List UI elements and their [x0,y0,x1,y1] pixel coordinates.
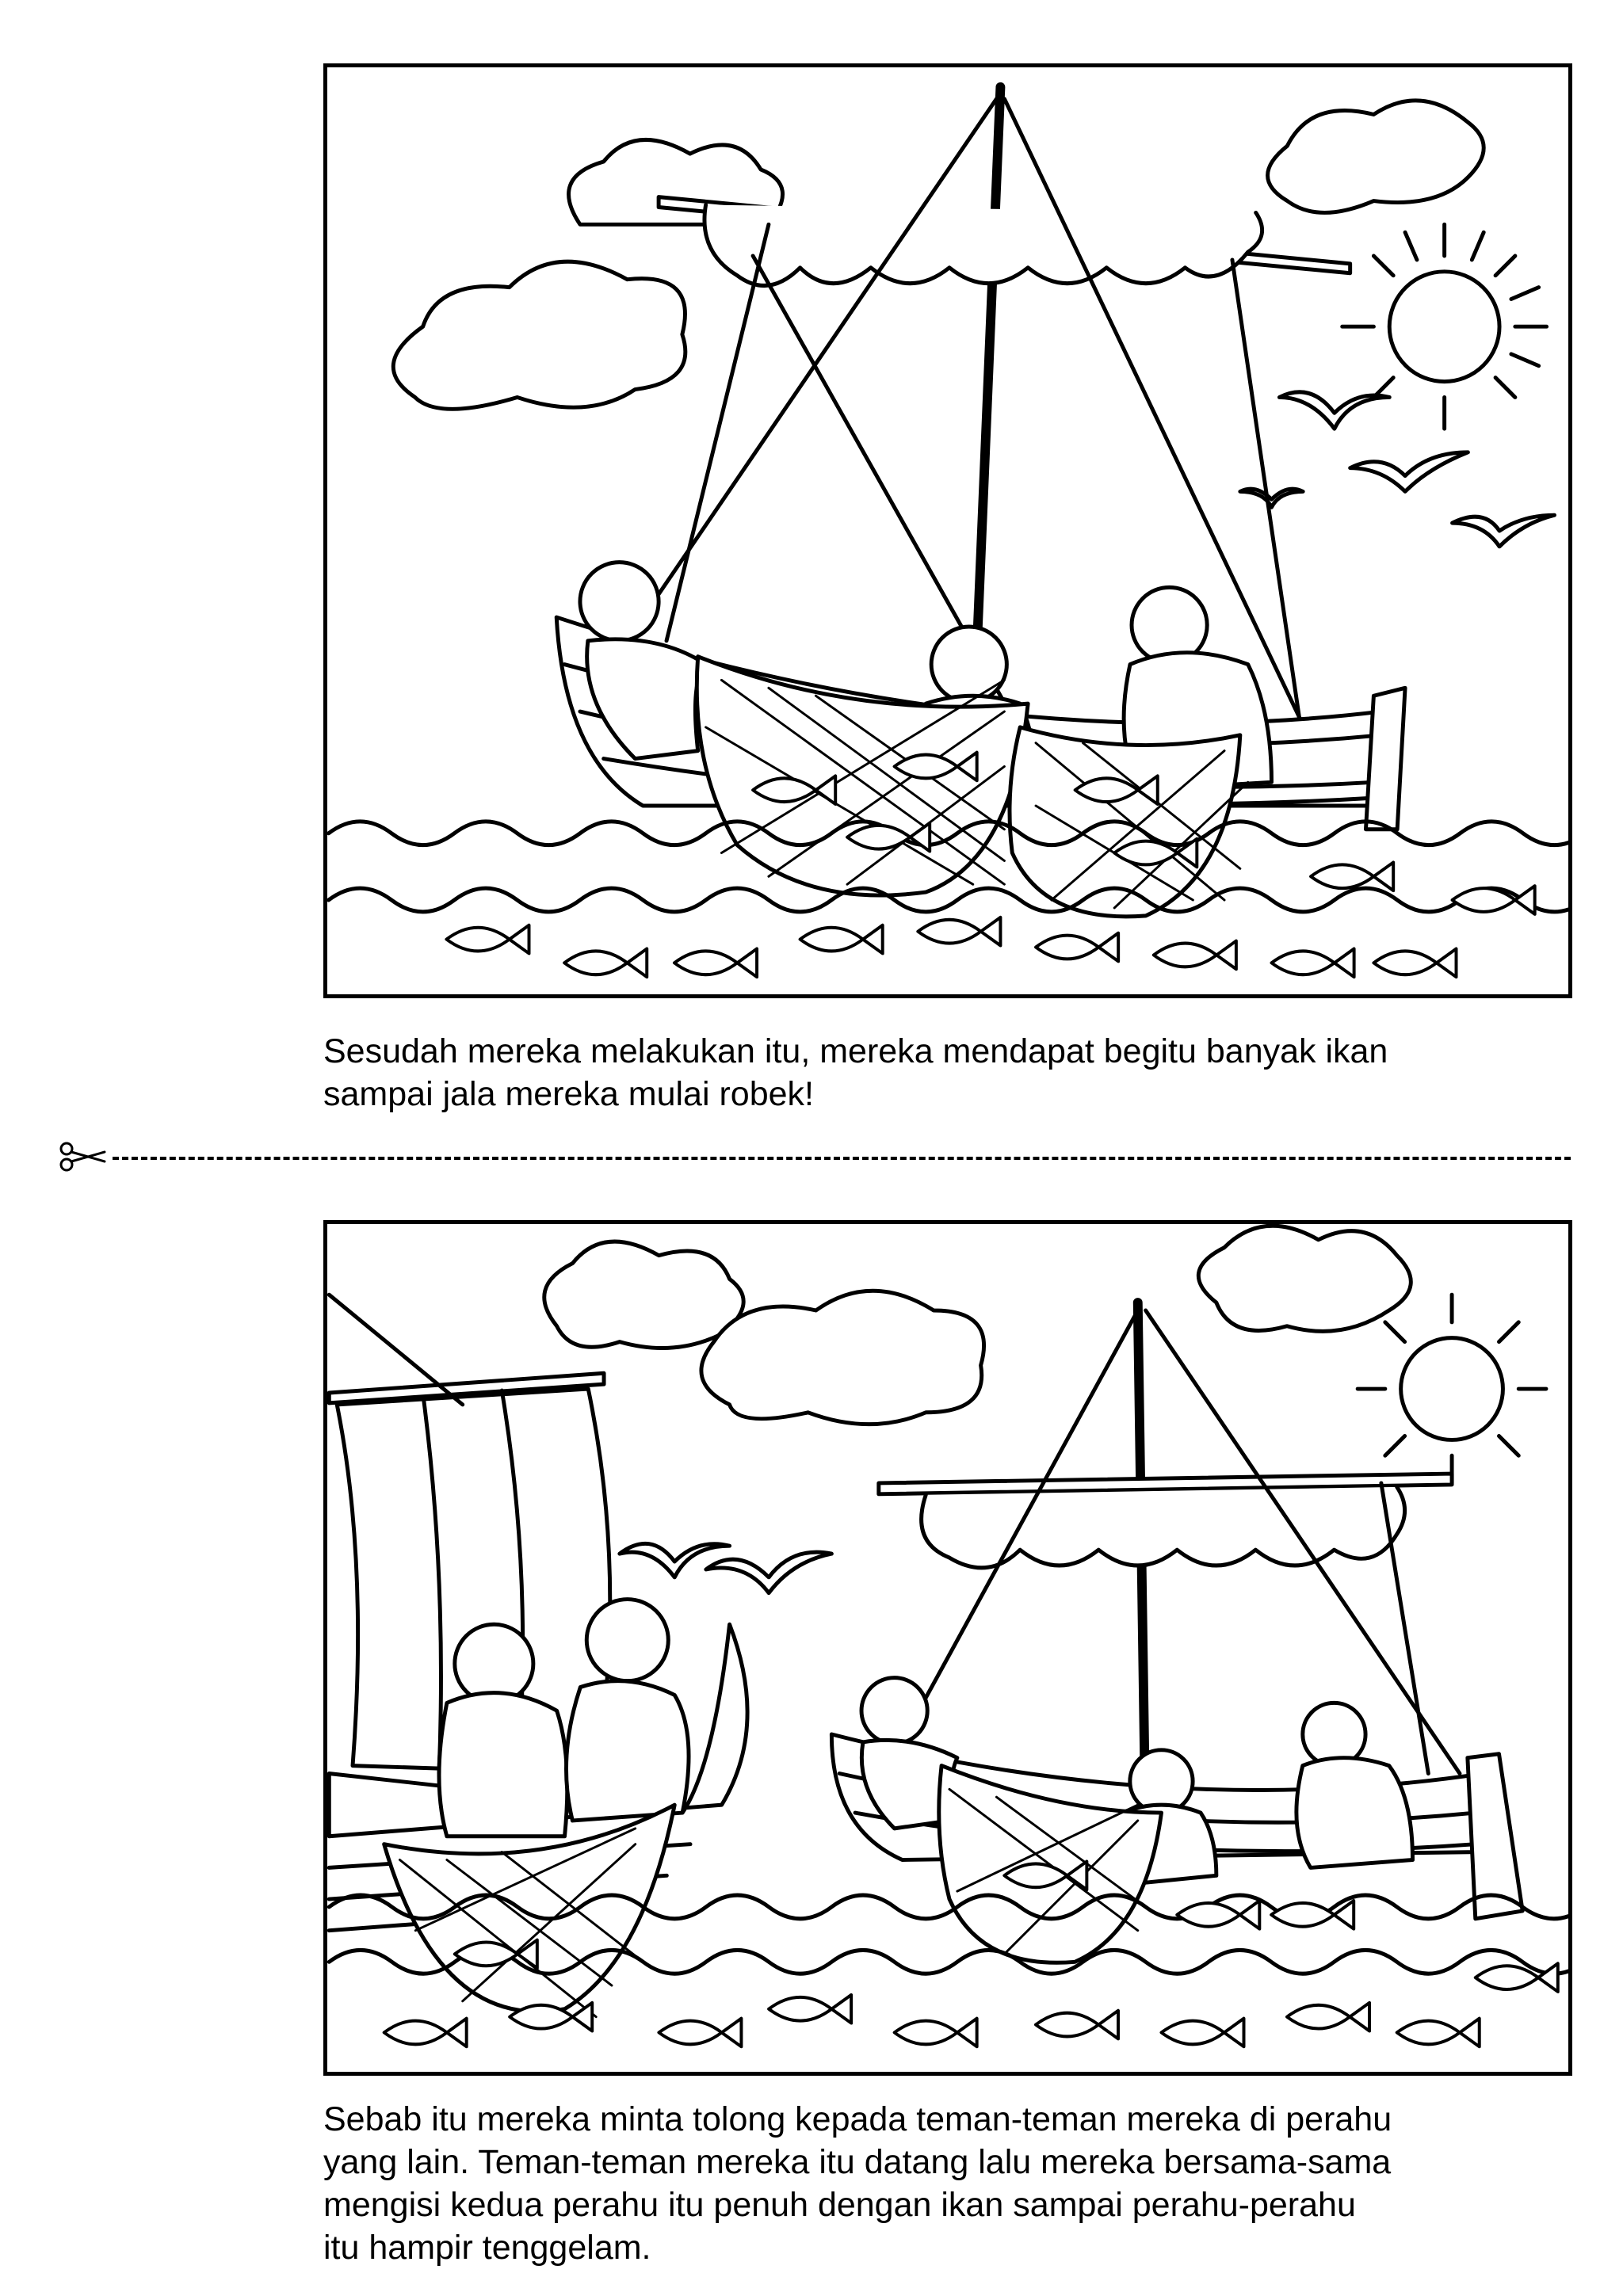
caption-top [323,1030,1591,1116]
cloud [1198,1226,1411,1331]
cut-line [57,1141,1571,1173]
sun-icon [1358,1295,1546,1483]
caption-bottom-line-4: itu hampir tenggelam. [323,2229,651,2267]
caption-bottom-line-2: yang lain. Teman-teman mereka itu datang lalu mereka bersama-sama [323,2143,1392,2181]
caption-bottom [323,2098,1591,2269]
caption-bottom-line-3: mengisi kedua perahu itu penuh dengan ikan sampai perahu-perahu [323,2186,1356,2224]
illustration-bottom [323,1220,1572,2076]
scissors-icon [57,1141,109,1173]
cloud [393,261,685,409]
cloud [701,1291,984,1424]
bird [706,1552,832,1593]
fishing-scene-drawing [327,67,1568,994]
bird [1453,515,1555,547]
caption-top-line-1: Sesudah mereka melakukan itu, mereka mendapat begitu banyak ikan [323,1032,1388,1070]
sail [705,205,1262,286]
sail [922,1487,1405,1568]
cloud [1268,101,1484,213]
bird [1240,489,1303,507]
jesus-figure [1296,1703,1413,1867]
boat-stern [1365,688,1405,829]
bird [620,1543,730,1577]
water-wave [329,888,1568,912]
rope [1381,1483,1428,1774]
two-boats-scene-drawing [327,1224,1568,2072]
dashed-cut-guide [113,1157,1571,1160]
caption-top-line-2: sampai jala mereka mulai robek! [323,1075,814,1113]
bird [1350,452,1468,492]
illustration-top [323,63,1572,998]
cloud [544,1241,743,1348]
caption-bottom-line-1: Sebab itu mereka minta tolong kepada teman-teman mereka di perahu [323,2100,1392,2138]
rope [666,224,769,641]
bird [1279,392,1389,429]
